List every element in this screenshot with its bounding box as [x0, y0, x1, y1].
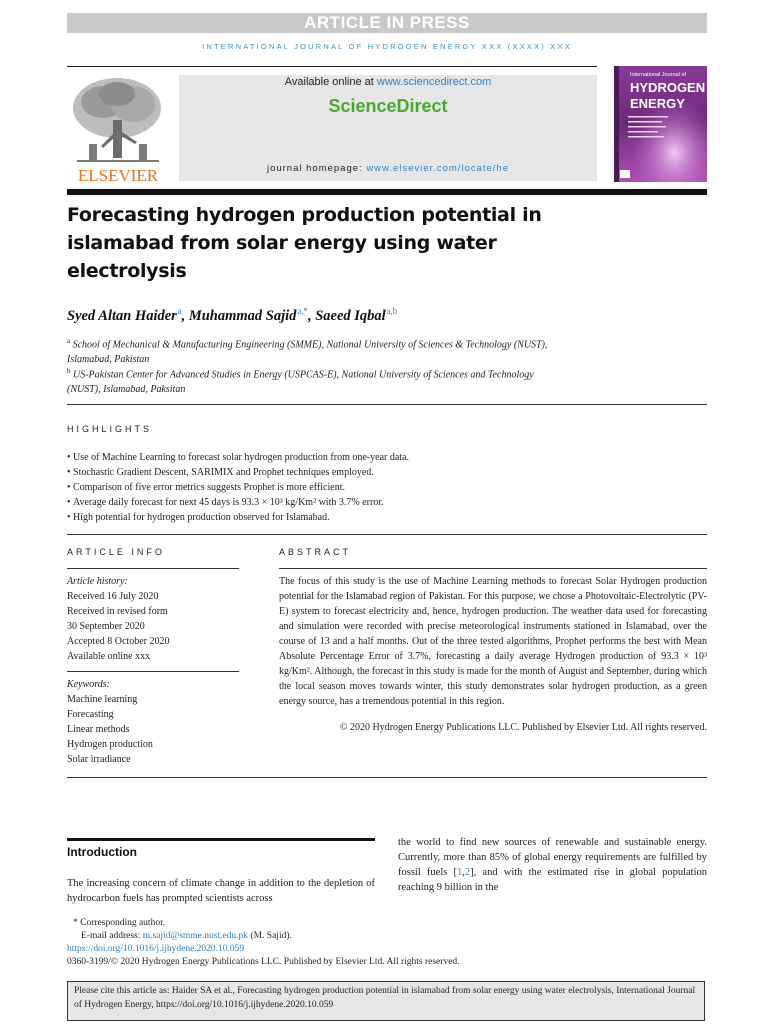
svg-text:ENERGY: ENERGY [630, 96, 685, 111]
keywords-rule [67, 671, 239, 672]
author-list: Syed Altan Haider $^a$, Muhammad Sajid $^{a,*}$, Saeed Iqbal $^{a,b}$ [67, 306, 398, 324]
article-info-rule [67, 568, 239, 569]
elsevier-logo [67, 74, 169, 184]
header-rule [67, 66, 597, 67]
history-line: Available online xxx [67, 651, 151, 662]
journal-homepage-label: journal homepage: [266, 163, 367, 174]
elsevier-tree-icon [67, 74, 169, 184]
email-link[interactable]: m.sajid@smme.nust.edu.pk [142, 931, 249, 941]
affiliation-a: $^a$ School of Mechanical & Manufacturing Engineering (SMME), National University of Sciences & Technology (NUST), Islamabad, Pakistan [67, 337, 548, 366]
highlights-list [67, 450, 707, 525]
keyword[interactable]: Machine learning [67, 694, 138, 705]
issn-line: 0360-3199/© 2020 Hydrogen Energy Publications LLC. Published by Elsevier Ltd. All rights reserved. [67, 957, 460, 967]
author-affiliation-mark[interactable]: a,b [386, 306, 398, 316]
available-online-line [179, 76, 597, 88]
section-rule [67, 777, 707, 778]
section-rule [67, 534, 707, 535]
article-info-heading: ARTICLE INFO [67, 547, 165, 557]
corresponding-author-note: * Corresponding author. [73, 918, 166, 928]
doi-line [67, 943, 707, 956]
highlight-item: • High potential for hydrogen production observed for Islamabad. [67, 510, 707, 525]
author-affiliation-mark[interactable]: a,* [297, 306, 308, 316]
abstract-heading: ABSTRACT [279, 547, 352, 557]
article-history-label: Article history: [67, 576, 128, 587]
available-online-label: Available online at [284, 76, 377, 88]
title-line: islamabad from solar energy using water [67, 232, 497, 254]
keywords-label: Keywords: [67, 679, 110, 690]
author-affiliation-mark[interactable]: a [177, 306, 182, 316]
citation-box: Please cite this article as: Haider SA et al., Forecasting hydrogen production potential in islamabad from solar energy using water electrolysis, International Journal of Hydrogen Energy, https://doi.org/10.1016/j.ijhydene.2020.10.059 [67, 981, 705, 1021]
email-line: E-mail address: m.sajid@smme.nust.edu.pk (M. Sajid). [81, 931, 292, 941]
highlight-item: • Average daily forecast for next 45 days is 93.3 × 10³ kg/Km² with 3.7% error. [67, 495, 707, 510]
journal-running-header: INTERNATIONAL JOURNAL OF HYDROGEN ENERGY XXX (XXXX) XXX [202, 42, 572, 51]
history-line: Accepted 8 October 2020 [67, 636, 170, 647]
highlight-item: • Comparison of five error metrics suggests Prophet is more efficient. [67, 480, 707, 495]
intro-rule [67, 838, 375, 841]
keyword[interactable]: Forecasting [67, 709, 114, 720]
highlight-item: • Use of Machine Learning to forecast solar hydrogen production from one-year data. [67, 450, 707, 465]
elsevier-wordmark: ELSEVIER [77, 166, 159, 184]
affiliation-b: $^b$ US-Pakistan Center for Advanced Studies in Energy (USPCAS-E), National University of Sciences and Technology (NUST), Islamabad, Paksitan [67, 367, 534, 396]
journal-homepage-line [179, 163, 597, 174]
keyword[interactable]: Linear methods [67, 724, 130, 735]
introduction-paragraph-continued: the world to find new sources of renewable and sustainable energy. Currently, more than 85% of global energy requirements are fulfilled by fossil fuels [1,2], and with the estimated rise in global population reaching 9 billion in the [398, 837, 708, 893]
journal-homepage-link[interactable]: www.elsevier.com/locate/he [366, 163, 510, 174]
citation-link[interactable]: 2 [464, 867, 471, 878]
article-title [67, 201, 587, 285]
title-line: Forecasting hydrogen production potential in [67, 204, 542, 226]
article-in-press-banner: ARTICLE IN PRESS [67, 13, 707, 33]
svg-text:International Journal of: International Journal of [630, 72, 686, 78]
title-line: electrolysis [67, 260, 187, 282]
author-name[interactable]: Syed Altan Haider [67, 307, 177, 324]
history-line: 30 September 2020 [67, 621, 145, 632]
keyword[interactable]: Hydrogen production [67, 739, 153, 750]
author-name[interactable]: Muhammad Sajid [188, 307, 297, 324]
sciencedirect-brand[interactable]: ScienceDirect [328, 96, 448, 116]
keywords-block [67, 677, 239, 767]
introduction-heading: Introduction [67, 845, 137, 859]
title-top-rule [67, 189, 707, 195]
abstract-copyright: © 2020 Hydrogen Energy Publications LLC. Published by Elsevier Ltd. All rights reserved. [339, 722, 707, 733]
history-line: Received in revised form [67, 606, 168, 617]
footnote-block [67, 917, 707, 969]
journal-cover-image [614, 66, 707, 182]
article-history [67, 574, 239, 664]
sciencedirect-link[interactable]: www.sciencedirect.com [376, 76, 492, 88]
highlights-heading: HIGHLIGHTS [67, 424, 153, 434]
highlight-item: • Stochastic Gradient Descent, SARIMIX and Prophet techniques employed. [67, 465, 707, 480]
section-rule [67, 404, 707, 405]
citation-link[interactable]: 1 [457, 867, 463, 878]
keyword[interactable]: Solar irradiance [67, 754, 131, 765]
abstract-text: The focus of this study is the use of Machine Learning methods to forecast Solar Hydrogen production potential for the Islamabad region of Pakistan. For this purpose, we chose a Photovoltaic-Electrolytic (PV-E) system to forecast electricity and, hence, hydrogen production. The weather data used for forecasting and simulation were recorded with precise meteorological instruments stationed in Islamabad, over the course of 13 and a half months. Out of the three tested algorithms, Prophet performs the best with Mean Absolute Percentage Error of 3.7%, forecasting a daily average Hydrogen production of 93.3 × 10³ kg/Km². Although, the forecast in this study is made for the month of August and September, during which the local season moves towards winter, this study demonstrates solar hydrogen production, as a green energy source, has a tremendous potential in this region. [279, 576, 707, 707]
author-name[interactable]: Saeed Iqbal [315, 307, 386, 324]
history-line: Received 16 July 2020 [67, 591, 159, 602]
doi-link[interactable]: https://doi.org/10.1016/j.ijhydene.2020.10.059 [67, 944, 245, 954]
introduction-paragraph: The increasing concern of climate change in addition to the depletion of hydrocarbon fuels has prompted scientists across [67, 878, 375, 904]
svg-text:HYDROGEN: HYDROGEN [630, 80, 706, 95]
abstract-rule [279, 568, 707, 569]
